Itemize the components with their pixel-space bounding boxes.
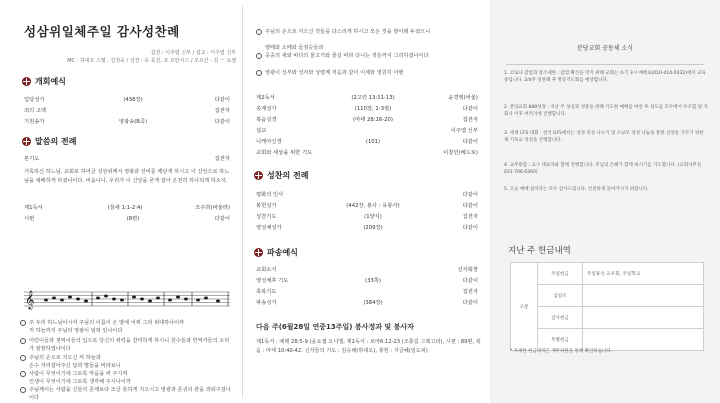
verse-text: 손수 자리잡아주신 달과 별들을 바라보니 (29, 363, 121, 369)
verse-text: 사람이 무엇이기에 그토록 마음을 써 주시며 (29, 371, 128, 377)
psalm-verse (20, 337, 232, 353)
row-middle: (1양식) (308, 212, 438, 222)
opening-row (24, 117, 230, 127)
word-row (256, 93, 478, 103)
row-label: 설교 (256, 126, 308, 136)
table-row (511, 263, 704, 285)
row-label: 영성체성가 (256, 223, 308, 233)
row-right: 집전자 (438, 287, 478, 297)
offering-detail (583, 307, 704, 329)
section-eucharist-label: 성찬의 전례 (267, 171, 309, 180)
dismissal-row (256, 276, 478, 286)
row-label: 축복기도 (256, 287, 308, 297)
row-right: 다같이 (190, 95, 230, 105)
psalm-verse (20, 370, 232, 378)
eucharist-row (256, 223, 478, 233)
row-middle: (마태 28:16-20) (308, 115, 438, 125)
psalm-verse (20, 386, 232, 402)
verse-text: 주님의 손으로 지으신 것들을 다스리게 하시고 모든 것을 발아래 두셨으니 (265, 29, 431, 35)
row-middle: (438장) (76, 95, 190, 105)
row-middle: (110장, 1-3절) (308, 104, 438, 114)
verse-text: 양떼와 소떼와 들짐승들과 (265, 45, 324, 51)
offering-title: 지난 주 헌금내역 (508, 246, 571, 256)
next-week-text: 제1독서 : 예레 28:5-9 (윤요셉 오니엘, 제2독서 : 로마6:12-23 (조통길 그레고리), 시편 : 89편, 복음 : 마태 10:40-42, 신자들의 기도 : 김승해(하대오), 봉헌 : 지금혜(임도피) (256, 339, 481, 354)
row-label: 입당성가 (24, 95, 76, 105)
row-middle: (창세 1:1-2:4) (76, 203, 174, 213)
verse-text: 주님께서는 사람을 신들의 존재보다 조금 못하게 지으시고 영광과 존귀의 관을 씌워주셨나이다 (29, 387, 231, 402)
verse-text: 주님의 손으로 지으신 저 하늘과 (29, 355, 101, 361)
row-middle: (8편) (76, 214, 190, 224)
word-row (256, 148, 478, 158)
row-label: 본기도 (24, 154, 76, 164)
news-item: 5. 오늘 예배 참석자는 모두 감사드립니다. 안전하게 돌아가시기 바랍니다. (504, 187, 649, 192)
row-label: 죄의 고백 (24, 106, 76, 116)
dismissal-row (256, 298, 478, 308)
row-middle: (101) (308, 137, 438, 147)
verse-text: 어린이들과 젖먹이들의 입으로 당신의 위력을 찬미하게 하시니 원수들과 반역자들의 소리가 잠잠하였나이다 (29, 338, 230, 353)
word-row (256, 137, 478, 147)
row-right: 다같이 (438, 298, 478, 308)
offering-table (510, 262, 704, 351)
music-score-image (24, 288, 230, 310)
credits-line-1: 집전 : 이주엽 신부 / 설교 : 이주엽 신부 (150, 50, 236, 56)
word-row (256, 115, 478, 125)
row-right: 집전자 (438, 115, 478, 125)
row-middle: (2고린 13:11-13) (308, 93, 438, 103)
row-right: 다같이 (438, 223, 478, 233)
eucharist-row (256, 201, 478, 211)
offering-detail (583, 285, 704, 307)
section-eucharist (254, 170, 308, 181)
psalm-verse (20, 327, 232, 335)
cross-icon (254, 248, 263, 257)
page-right (490, 0, 720, 403)
news-item: 1. 코로나 감염과 장소제한 : 감염 확산을 막기 위해 교회는 초기 3시 예배로(010-414-0332)에서 교육 중입니다. 2/4주 성찬례 후 방송기도회를 예상합니다. (504, 71, 706, 84)
section-dismissal (254, 247, 298, 258)
row-label: 층계성가 (256, 104, 308, 114)
row-label: 영성체후 기도 (256, 276, 308, 286)
row-right: 다같이 (190, 117, 230, 127)
row-right: 신자회장 (438, 265, 478, 275)
row-right: 이창민(베드로) (428, 148, 478, 158)
word-row (24, 203, 230, 213)
psalm-verse (20, 319, 232, 327)
row-label: 파송성가 (256, 298, 308, 308)
news-header: 분당교회 공동체 소식 (577, 45, 633, 52)
verse-text: 영광이 성부와 성자와 성령께 처음과 같이 이제와 영원히 아멘 (265, 70, 404, 76)
psalm-verse (256, 28, 480, 36)
row-right: 집전자 (190, 106, 230, 116)
row-label: 복음성경 (256, 115, 308, 125)
verse-text: 공중의 새와 바다의 물고기와 물길 따라 다니는 것들까지 그리하셨나이다 (265, 53, 429, 59)
eucharist-row (256, 212, 478, 222)
row-label: 기원송가 (24, 117, 76, 127)
row-middle: (33쪽) (308, 276, 438, 286)
psalm-verse (256, 69, 480, 77)
section-dismissal-label: 파송예식 (267, 248, 298, 257)
next-week-title: 다음 주(6월28일 연중13주일) 봉사정과 및 봉사자 (256, 323, 414, 331)
cross-icon (22, 137, 31, 146)
verse-text: 인생이 무엇이기에 그토록 생각해 주시나이까 (29, 379, 131, 385)
word-row (256, 104, 478, 114)
row-right: 이주엽 신부 (438, 126, 478, 136)
psalm-verse (20, 354, 232, 362)
psalm-verse (20, 378, 232, 386)
news-item: 4. 교무통합 : 교구 대표자와 함께 진행합니다. 주님의 은혜가 함께 하시기를 기도합니다. (교회사무실 031-706-0360) (504, 163, 702, 176)
psalm-verse (20, 362, 232, 370)
verse-text: 주 우리 하느님이시여 주님의 이름이 온 땅에 어찌 그리 위대하나이까 (29, 320, 185, 326)
table-row (511, 307, 704, 329)
opening-row (24, 95, 230, 105)
row-right: 윤경택(바울) (438, 93, 478, 103)
row-middle (76, 106, 190, 116)
offering-footnote: * 자세한 헌금내역은 재무위원을 통해 확인하십니다. (510, 349, 613, 354)
row-right: 다같이 (438, 137, 478, 147)
row-label: 교회소식 (256, 265, 308, 275)
row-label: 평화의 인사 (256, 190, 308, 200)
dismissal-row (256, 287, 478, 297)
row-label: 시편 (24, 214, 76, 224)
cross-icon (22, 77, 31, 86)
eucharist-row (256, 190, 478, 200)
offering-type: 감사헌금 (538, 307, 583, 329)
psalm-verse (256, 44, 480, 52)
svg-text:𝄞: 𝄞 (25, 290, 35, 309)
section-word (22, 136, 76, 147)
offering-type: 특별헌금 (538, 329, 583, 351)
row-label: 교회와 세상을 위한 기도 (256, 148, 346, 158)
page-middle (242, 0, 490, 403)
credits-line-2: MC : 허대오 스텔 , 김정숙 / 성찬 : 유 효진, 조 프란시스 / 오르간 : 김 ㅡ 요셉 (67, 58, 236, 64)
row-label: 니케아신경 (256, 137, 308, 147)
row-right: 다같이 (438, 104, 478, 114)
row-right: 집전자 (190, 154, 230, 164)
word-row (256, 126, 478, 136)
row-right: 집전자 (438, 212, 478, 222)
row-right: 다같이 (438, 190, 478, 200)
collect-text: 거룩하신 하느님, 교회로 하여금 성삼위께서 영광과 선비를 깨닫게 하시고 이 신앙으로 하느님을 예배하게 하셨나이다. 비옵나니, 우리가 이 신앙을 굳게 잡아 온전히 하나되게 하소서. (24, 169, 230, 184)
page-title: 성삼위일체주일 감사성찬례 (24, 24, 180, 39)
table-row (511, 285, 704, 307)
row-middle: (209장) (308, 223, 438, 233)
cross-icon (254, 171, 263, 180)
row-middle: (384장) (308, 298, 438, 308)
row-label: 봉헌성가 (256, 201, 308, 211)
row-right: 다같이 (190, 214, 230, 224)
row-right: 다같이 (438, 201, 478, 211)
offering-detail: 주일휴석 교우회, 주일학교 (583, 263, 704, 285)
row-middle: 영광송(B곡) (76, 117, 190, 127)
row-middle: (442장, 봉사 : 유봉사) (308, 201, 438, 211)
opening-row (24, 106, 230, 116)
word-row (24, 154, 230, 164)
offering-side-label: 구분 (511, 263, 538, 351)
news-item: 2. 분당교회 888성경 : 지난 주 성실과 성중을 위해 기도한 예배를 마친 후 성도를 모두에서 우조합 및 지회사 이후 여러기에 진행합니다. (504, 105, 708, 118)
row-label: 성찬기도 (256, 212, 308, 222)
row-right: 조주희(바울라) (174, 203, 230, 213)
word-row (24, 214, 230, 224)
row-label: 제2독서 (256, 93, 308, 103)
page-left (0, 0, 242, 403)
row-label: 제1독서 (24, 203, 76, 213)
dismissal-row (256, 265, 478, 275)
row-right: 다같이 (438, 276, 478, 286)
offering-type: 주일헌금 (538, 263, 583, 285)
news-item: 3. 세계 CFS 대회 : 전국 GFS에서는 성경 묵상 나누기 및 소규모 성경 나눔을 통한 신앙을 가꾸기 위한 제 기독교 성전을 진행합니다. (504, 131, 704, 144)
offering-type: 십일조 (538, 285, 583, 307)
section-opening (22, 76, 66, 87)
verse-text: 저 하늘까지 주님의 영광이 덮혀 있나이다 (29, 328, 123, 334)
psalm-verse (256, 52, 480, 60)
header-rule (506, 64, 704, 65)
section-word-label: 말씀의 전례 (35, 137, 77, 146)
section-opening-label: 개회예식 (35, 77, 66, 86)
